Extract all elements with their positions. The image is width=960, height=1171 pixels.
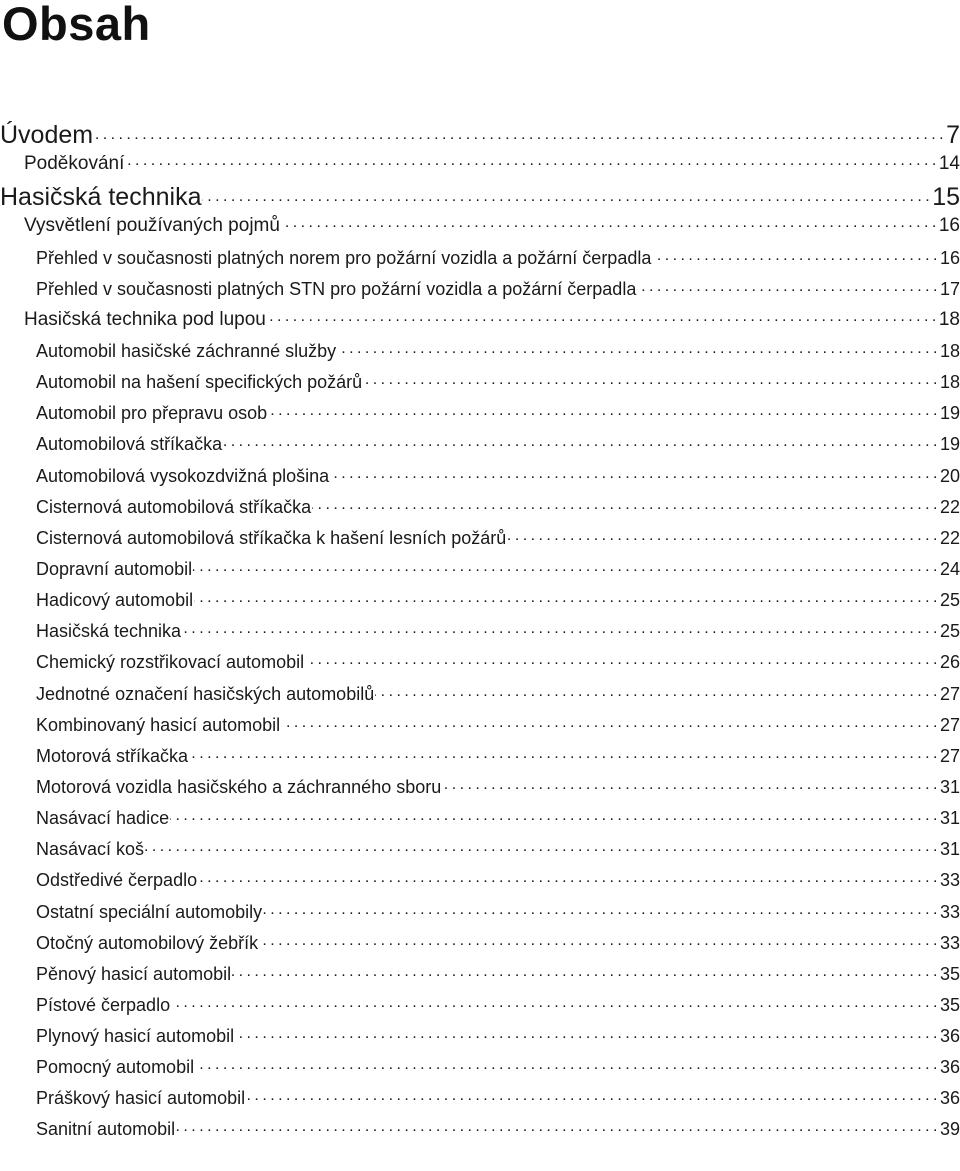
toc-entry-title: Cisternová automobilová stříkačka k hašení lesních požárů xyxy=(36,528,507,548)
toc-entry[interactable] xyxy=(0,118,960,148)
toc-entry[interactable] xyxy=(0,1052,960,1082)
dot-leader xyxy=(507,526,937,544)
dot-leader xyxy=(267,306,936,325)
dot-leader xyxy=(442,775,937,793)
dot-leader xyxy=(259,931,937,949)
toc-entry-page-number: 20 xyxy=(939,466,960,486)
dot-leader xyxy=(337,339,937,357)
toc-entry[interactable] xyxy=(0,772,960,802)
dot-leader xyxy=(235,1024,937,1042)
toc-entry-page-number: 7 xyxy=(946,121,960,149)
dot-leader xyxy=(268,401,937,419)
toc-entry-title: Hasičská technika pod lupou xyxy=(24,309,266,330)
toc-entry-page-number: 19 xyxy=(939,403,960,423)
toc-entry[interactable] xyxy=(0,1083,960,1113)
toc-entry-title: Otočný automobilový žebřík xyxy=(36,933,259,953)
dot-leader xyxy=(363,370,937,388)
dot-leader xyxy=(193,557,937,575)
toc-entry-title: Přehled v současnosti platných STN pro požární vozidla a požární čerpadla xyxy=(36,279,637,299)
toc-entry-title: Dopravní automobil xyxy=(36,559,193,579)
toc-entry-page-number: 33 xyxy=(939,902,960,922)
toc-entry-page-number: 27 xyxy=(939,746,960,766)
toc-entry[interactable] xyxy=(0,1114,960,1144)
dot-leader xyxy=(652,246,937,264)
toc-entry-page-number: 36 xyxy=(939,1026,960,1046)
toc-entry-page-number: 18 xyxy=(939,372,960,392)
toc-entry-page-number: 27 xyxy=(939,715,960,735)
toc-entry-title: Kombinovaný hasicí automobil xyxy=(36,715,281,735)
toc-entry-title: Plynový hasicí automobil xyxy=(36,1026,235,1046)
toc-entry-title: Odstředivé čerpadlo xyxy=(36,870,198,890)
toc-entry[interactable] xyxy=(0,679,960,709)
toc-entry-page-number: 24 xyxy=(939,559,960,579)
toc-entry-page-number: 15 xyxy=(932,183,960,211)
dot-leader xyxy=(182,619,937,637)
toc-entry[interactable] xyxy=(0,492,960,522)
dot-leader xyxy=(305,650,937,668)
toc-entry-page-number: 31 xyxy=(939,839,960,859)
toc-entry[interactable] xyxy=(0,710,960,740)
toc-entry-title: Cisternová automobilová stříkačka xyxy=(36,497,312,517)
toc-entry-page-number: 36 xyxy=(939,1088,960,1108)
dot-leader xyxy=(195,1055,937,1073)
dot-leader xyxy=(281,212,936,231)
dot-leader xyxy=(223,432,937,450)
toc-entry-page-number: 19 xyxy=(939,434,960,454)
toc-entry[interactable] xyxy=(0,585,960,615)
toc-entry-title: Nasávací hadice xyxy=(36,808,170,828)
toc-entry[interactable] xyxy=(0,243,960,273)
toc-entry-page-number: 14 xyxy=(938,153,960,174)
toc-entry[interactable] xyxy=(0,897,960,927)
toc-entry[interactable] xyxy=(0,336,960,366)
toc-entry-title: Pístové čerpadlo xyxy=(36,995,171,1015)
toc-entry-title: Úvodem xyxy=(0,121,94,149)
toc-entry[interactable] xyxy=(0,865,960,895)
toc-entry[interactable] xyxy=(0,274,960,304)
toc-entry-page-number: 16 xyxy=(939,248,960,268)
toc-entry[interactable] xyxy=(0,523,960,553)
toc-entry-title: Chemický rozstřikovací automobil xyxy=(36,652,305,672)
toc-entry-title: Práškový hasicí automobil xyxy=(36,1088,246,1108)
toc-entry-page-number: 17 xyxy=(939,279,960,299)
toc-entry[interactable] xyxy=(0,429,960,459)
toc-entry-title: Motorová stříkačka xyxy=(36,746,189,766)
toc-entry-page-number: 35 xyxy=(939,964,960,984)
toc-entry[interactable] xyxy=(0,928,960,958)
dot-leader xyxy=(194,588,937,606)
toc-entry-page-number: 25 xyxy=(939,621,960,641)
dot-leader xyxy=(171,993,937,1011)
toc-entry[interactable] xyxy=(0,554,960,584)
dot-leader xyxy=(375,682,937,700)
toc-entry-title: Vysvětlení používaných pojmů xyxy=(24,215,280,236)
toc-entry-title: Automobil na hašení specifických požárů xyxy=(36,372,363,392)
toc-entry[interactable] xyxy=(0,616,960,646)
toc-entry-title: Jednotné označení hasičských automobilů xyxy=(36,684,375,704)
toc-entry-page-number: 31 xyxy=(939,808,960,828)
dot-leader xyxy=(198,868,937,886)
toc-entry-page-number: 18 xyxy=(938,309,960,330)
dot-leader xyxy=(281,713,937,731)
toc-entry[interactable] xyxy=(0,180,960,210)
toc-entry[interactable] xyxy=(0,149,960,179)
toc-entry-page-number: 35 xyxy=(939,995,960,1015)
toc-entry-title: Automobil pro přepravu osob xyxy=(36,403,268,423)
toc-entry-title: Hasičská technika xyxy=(0,183,202,211)
dot-leader xyxy=(170,806,937,824)
dot-leader xyxy=(94,118,943,143)
toc-entry[interactable] xyxy=(0,211,960,241)
toc-entry-title: Automobilová vysokozdvižná plošina xyxy=(36,466,330,486)
dot-leader xyxy=(202,180,929,205)
toc-entry-page-number: 25 xyxy=(939,590,960,610)
toc-entry-title: Ostatní speciální automobily xyxy=(36,902,263,922)
toc-entry[interactable] xyxy=(0,959,960,989)
toc-entry[interactable] xyxy=(0,398,960,428)
toc-entry[interactable] xyxy=(0,1021,960,1051)
toc-entry-page-number: 31 xyxy=(939,777,960,797)
toc-entry[interactable] xyxy=(0,461,960,491)
toc-entry-page-number: 18 xyxy=(939,341,960,361)
dot-leader xyxy=(176,1117,937,1135)
dot-leader xyxy=(637,277,937,295)
toc-entry[interactable] xyxy=(0,741,960,771)
toc-entry-page-number: 16 xyxy=(938,215,960,236)
dot-leader xyxy=(232,962,937,980)
dot-leader xyxy=(145,837,937,855)
toc-entry[interactable] xyxy=(0,990,960,1020)
dot-leader xyxy=(246,1086,937,1104)
toc-entry-title: Hasičská technika xyxy=(36,621,182,641)
toc-entry-title: Přehled v současnosti platných norem pro požární vozidla a požární čerpadla xyxy=(36,248,652,268)
toc-entry-title: Automobilová stříkačka xyxy=(36,434,223,454)
toc-entry-page-number: 27 xyxy=(939,684,960,704)
toc-entry-page-number: 33 xyxy=(939,870,960,890)
toc-entry[interactable] xyxy=(0,803,960,833)
toc-entry-title: Nasávací koš xyxy=(36,839,145,859)
toc-entry[interactable] xyxy=(0,647,960,677)
dot-leader xyxy=(330,464,937,482)
toc-entry-page-number: 36 xyxy=(939,1057,960,1077)
toc-entry[interactable] xyxy=(0,367,960,397)
toc-entry-title: Poděkování xyxy=(24,153,125,174)
toc-entry-page-number: 22 xyxy=(939,497,960,517)
toc-entry-page-number: 39 xyxy=(939,1119,960,1139)
dot-leader xyxy=(263,900,937,918)
toc-entry-page-number: 22 xyxy=(939,528,960,548)
dot-leader xyxy=(125,150,936,169)
toc-entry[interactable] xyxy=(0,834,960,864)
page-title: Obsah xyxy=(2,0,151,50)
toc-entry-page-number: 26 xyxy=(939,652,960,672)
toc-entry-title: Pěnový hasicí automobil xyxy=(36,964,232,984)
dot-leader xyxy=(189,744,937,762)
toc-entry-page-number: 33 xyxy=(939,933,960,953)
toc-entry[interactable] xyxy=(0,305,960,335)
toc-entry-title: Sanitní automobil xyxy=(36,1119,176,1139)
toc-entry-title: Motorová vozidla hasičského a záchranného sboru xyxy=(36,777,442,797)
toc-entry-title: Hadicový automobil xyxy=(36,590,194,610)
toc-entry-title: Pomocný automobil xyxy=(36,1057,195,1077)
dot-leader xyxy=(312,495,937,513)
toc-entry-title: Automobil hasičské záchranné služby xyxy=(36,341,337,361)
